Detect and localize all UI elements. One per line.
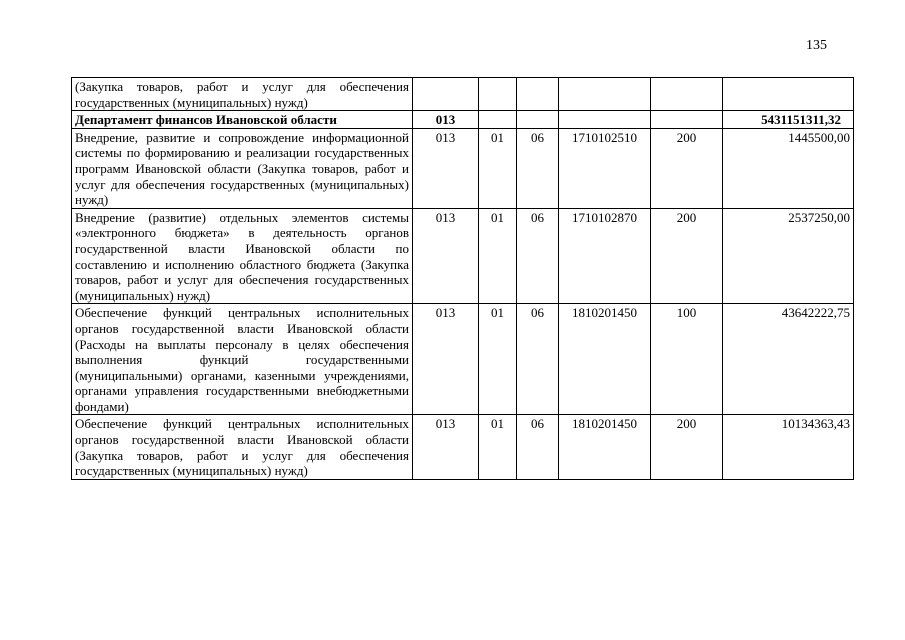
ministry-code-cell: 013 <box>413 128 479 208</box>
ministry-code-cell: 013 <box>413 304 479 415</box>
section-code-cell: 01 <box>479 415 517 479</box>
amount-cell <box>723 78 854 111</box>
department-total-cell: 5431151311,32 <box>723 111 854 129</box>
target-article-cell <box>559 111 651 129</box>
subsection-code-cell <box>517 111 559 129</box>
expense-name-cell: Обеспечение функций центральных исполнительных органов государственной власти Ивановской области (Расходы на выплаты персоналу в целях обеспечения выполнения функций государственными (муниципальными) органами, казенными учреждениями, органами управления государственными внебюджетными фондами) <box>72 304 413 415</box>
department-name-cell: Департамент финансов Ивановской области <box>72 111 413 129</box>
expense-name-cell: Внедрение (развитие) отдельных элементов системы «электронного бюджета» в деятельность органов государственной власти Ивановской области по составлению и исполнению областного бюджета (Закупка товаров, работ и услуг для обеспечения государственных (муниципальных) нужд) <box>72 208 413 304</box>
target-article-cell: 1710102510 <box>559 128 651 208</box>
ministry-code-cell: 013 <box>413 415 479 479</box>
expense-type-cell: 200 <box>651 208 723 304</box>
table-row <box>72 78 854 111</box>
subsection-code-cell <box>517 78 559 111</box>
expense-name-cell: (Закупка товаров, работ и услуг для обеспечения государственных (муниципальных) нужд) <box>72 78 413 111</box>
section-code-cell: 01 <box>479 128 517 208</box>
ministry-code-cell: 013 <box>413 111 479 129</box>
section-code-cell <box>479 111 517 129</box>
section-code-cell: 01 <box>479 304 517 415</box>
expense-type-cell <box>651 78 723 111</box>
amount-cell: 43642222,75 <box>723 304 854 415</box>
expense-type-cell: 100 <box>651 304 723 415</box>
expense-name-cell: Внедрение, развитие и сопровождение информационной системы по формированию и реализации государственных программ Ивановской области (Закупка товаров, работ и услуг для обеспечения государственных (муниципальных) нужд) <box>72 128 413 208</box>
amount-cell: 2537250,00 <box>723 208 854 304</box>
expense-type-cell: 200 <box>651 415 723 479</box>
subsection-code-cell: 06 <box>517 415 559 479</box>
department-row <box>72 111 854 129</box>
subsection-code-cell: 06 <box>517 208 559 304</box>
subsection-code-cell: 06 <box>517 128 559 208</box>
table-row <box>72 208 854 304</box>
table-row <box>72 415 854 479</box>
amount-cell: 1445500,00 <box>723 128 854 208</box>
target-article-cell: 1710102870 <box>559 208 651 304</box>
amount-cell: 10134363,43 <box>723 415 854 479</box>
budget-table <box>71 77 854 480</box>
target-article-cell: 1810201450 <box>559 304 651 415</box>
expense-type-cell: 200 <box>651 128 723 208</box>
ministry-code-cell <box>413 78 479 111</box>
section-code-cell: 01 <box>479 208 517 304</box>
target-article-cell: 1810201450 <box>559 415 651 479</box>
section-code-cell <box>479 78 517 111</box>
table-row <box>72 304 854 415</box>
table-row <box>72 128 854 208</box>
ministry-code-cell: 013 <box>413 208 479 304</box>
subsection-code-cell: 06 <box>517 304 559 415</box>
target-article-cell <box>559 78 651 111</box>
expense-type-cell <box>651 111 723 129</box>
expense-name-cell: Обеспечение функций центральных исполнительных органов государственной власти Ивановской области (Закупка товаров, работ и услуг для обеспечения государственных (муниципальных) нужд) <box>72 415 413 479</box>
page-number: 135 <box>806 38 827 53</box>
